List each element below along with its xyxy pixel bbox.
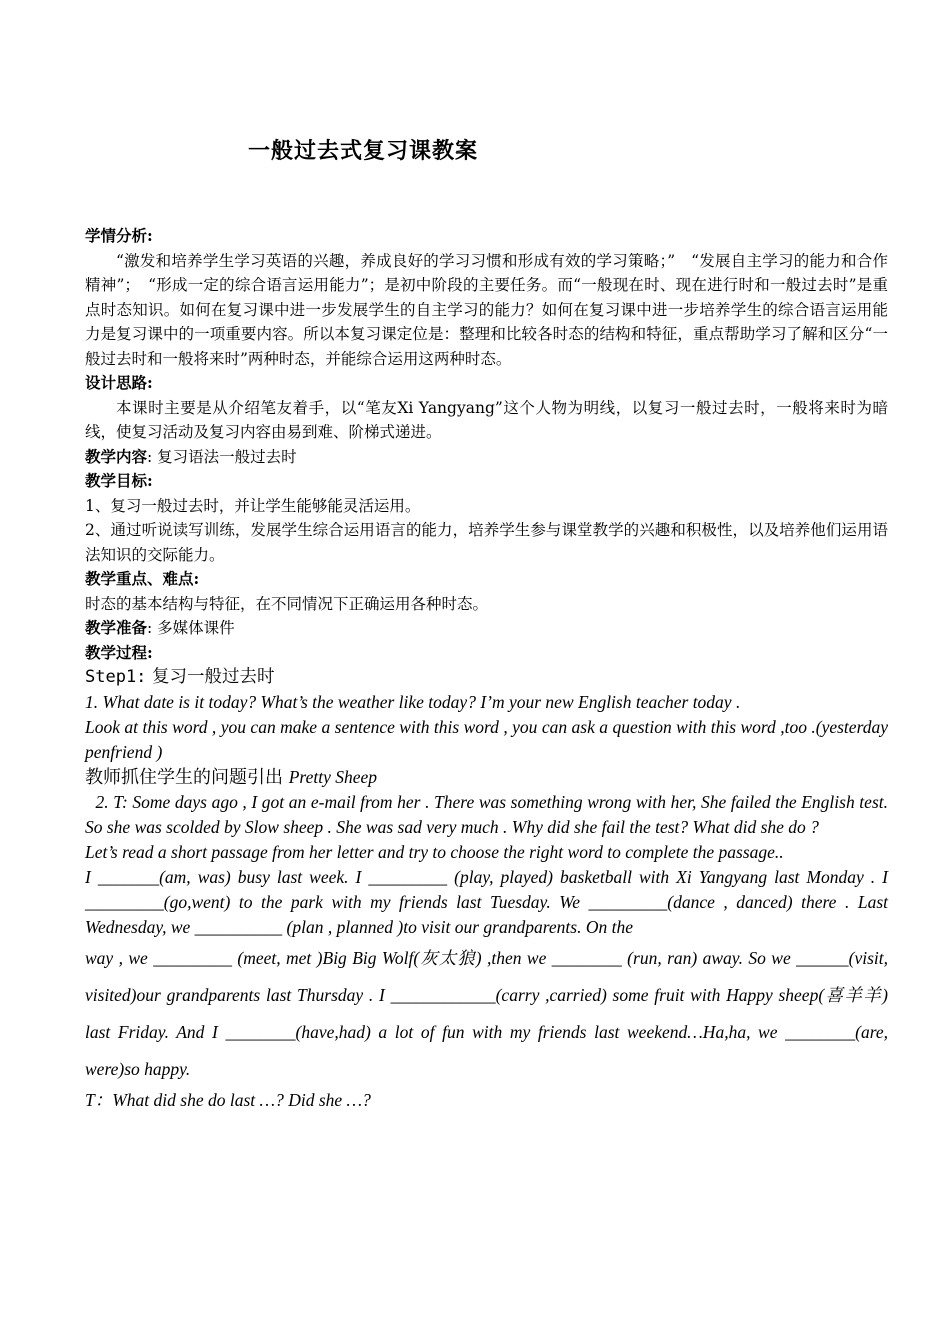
situation-body: “激发和培养学生学习英语的兴趣，养成良好的学习习惯和形成有效的学习策略；” “发展自主学习的能力和合作精神”； “形成一定的综合语言运用能力”；是初中阶段的主要任务。而“一般现在时、现在进行时和一般过去时”是重点时态知识。如何在复习课中进一步发展学生的自主学习的能力？如何在复习课中进一步培养学生的综合语言运用能力是复习课中的一项重要内容。所以本复习课定位是：整理和比较各时态的结构和特征，重点帮助学习了解和区分“一般过去时和一般将来时”两种时态，并能综合运用这两种时态。 [85, 251, 888, 368]
teacher-lead-name: Pretty Sheep [288, 766, 378, 787]
item1-line1: 1. What date is it today? What’s the weather like today? I’m your new English teacher today . [85, 691, 741, 712]
process-heading: 教学过程: [85, 642, 153, 662]
key-points-body: 时态的基本结构与特征，在不同情况下正确运用各种时态。 [85, 594, 489, 613]
step1-title: 复习一般过去时 [146, 667, 275, 687]
item1-line2: Look at this word , you can make a sentence with this word , you can ask a question with this word ,too .(yesterday penfriend ) [85, 716, 888, 762]
teacher-question: T：What did she do last …? Did she …? [85, 1090, 371, 1110]
passage-intro: Let’s read a short passage from her letter and try to choose the right word to complete the passage.. [85, 842, 784, 862]
design-heading: 设计思路: [85, 373, 153, 392]
passage-part1: I _______(am, was) busy last week. I _________ (play, played) basketball with Xi Yangyang last Monday . I _________(go,went) to the park with my friends last Tuesday. We _________(dance , danced) there . Last Wednesday, we __________ (plan , planned )to visit our grandparents. On the [85, 867, 888, 937]
content-body: : 复习语法一般过去时 [147, 447, 297, 466]
step1-label: Step1: [85, 667, 147, 687]
preparation-heading: 教学准备 [85, 618, 148, 637]
passage-part2: way , we _________ (meet, met )Big Big Wolf(灰太狼) ,then we ________ (run, ran) away. So we ______(visit, visited)our grandparents last Thursday . I ____________(carry ,carried) some fruit with Happy sheep(喜羊羊) last Friday. And I ________(have,had) a lot of fun with my friends last weekend…Ha,ha, we ________(are, were)so happy. [85, 948, 888, 1079]
preparation-line [85, 616, 888, 641]
preparation-body: : 多媒体课件 [147, 619, 235, 637]
key-points-heading: 教学重点、难点: [85, 569, 200, 588]
content-heading: 教学内容 [85, 446, 148, 466]
situation-heading: 学情分析: [85, 226, 153, 245]
content-line [85, 445, 888, 470]
step1-heading [85, 665, 888, 690]
document-title: 一般过去式复习课教案 [248, 138, 479, 164]
teacher-lead-text: 教师抓住学生的问题引出 [85, 766, 289, 788]
teacher-lead [85, 765, 888, 791]
goal-item-1: 1、复习一般过去时，并让学生能够能灵活运用。 [85, 496, 421, 515]
item2-text: 2. T: Some days ago , I got an e-mail from her . There was something wrong with her, She failed the English test. So she was scolded by Slow sheep . She was sad very much . Why did she fail the test? What did she do ? [85, 792, 888, 837]
goals-heading: 教学目标: [85, 471, 153, 490]
document-body [85, 224, 888, 1113]
goal-item-2: 2、通过听说读写训练，发展学生综合运用语言的能力，培养学生参与课堂教学的兴趣和积极性，以及培养他们运用语法知识的交际能力。 [85, 521, 888, 564]
design-body: 本课时主要是从介绍笔友着手，以“笔友Xi Yangyang”这个人物为明线，以复习一般过去时，一般将来时为暗线，使复习活动及复习内容由易到难、阶梯式递进。 [85, 398, 888, 441]
